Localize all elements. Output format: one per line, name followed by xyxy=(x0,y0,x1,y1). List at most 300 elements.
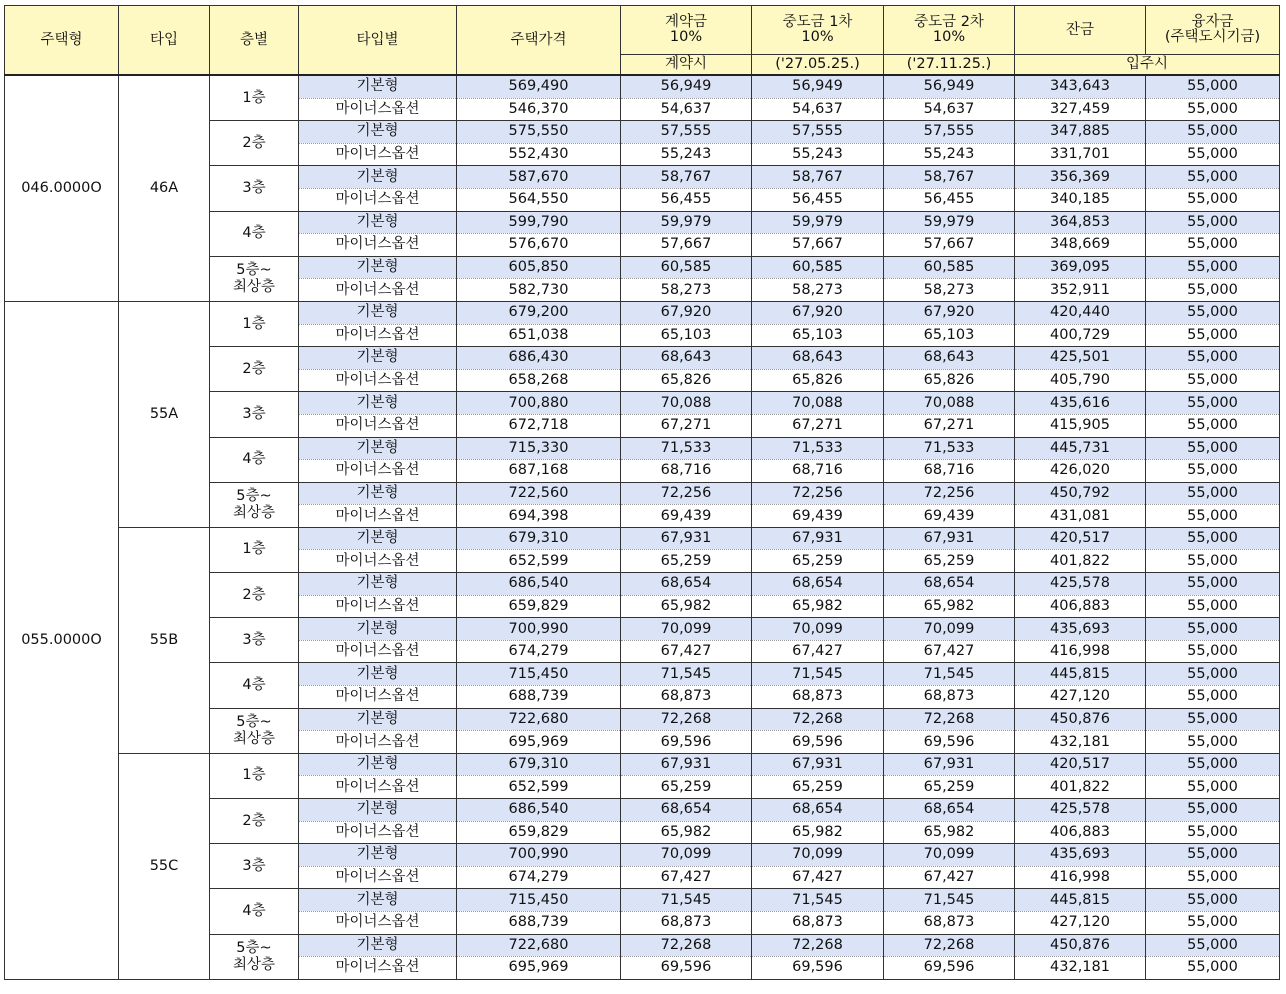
table-row xyxy=(5,753,1280,776)
price-cell: 674,279 xyxy=(457,640,621,663)
balance-cell: 340,185 xyxy=(1015,188,1146,211)
deposit-cell: 68,654 xyxy=(621,799,752,822)
header-mid2-label: 중도금 2차 xyxy=(914,14,984,30)
floor-cell: 2층 xyxy=(210,347,299,392)
mid1-cell: 57,667 xyxy=(752,234,884,257)
mid1-cell: 65,103 xyxy=(752,324,884,347)
floor-cell: 1층 xyxy=(210,753,299,798)
option-cell: 기본형 xyxy=(299,166,457,189)
mid2-cell: 70,088 xyxy=(884,392,1015,415)
deposit-cell: 59,979 xyxy=(621,211,752,234)
mid2-cell: 68,873 xyxy=(884,911,1015,934)
deposit-cell: 54,637 xyxy=(621,98,752,121)
loan-cell: 55,000 xyxy=(1146,686,1280,709)
loan-cell: 55,000 xyxy=(1146,279,1280,302)
balance-cell: 348,669 xyxy=(1015,234,1146,257)
price-cell: 700,990 xyxy=(457,844,621,867)
option-cell: 기본형 xyxy=(299,527,457,550)
mid2-cell: 56,949 xyxy=(884,75,1015,98)
mid1-cell: 65,982 xyxy=(752,595,884,618)
mid1-cell: 56,455 xyxy=(752,188,884,211)
floor-cell: 2층 xyxy=(210,573,299,618)
option-cell: 마이너스옵션 xyxy=(299,279,457,302)
price-cell: 605,850 xyxy=(457,256,621,279)
balance-cell: 431,081 xyxy=(1015,505,1146,528)
type-cell: 46A xyxy=(119,75,210,301)
balance-cell: 416,998 xyxy=(1015,640,1146,663)
option-cell: 마이너스옵션 xyxy=(299,957,457,980)
mid2-cell: 58,767 xyxy=(884,166,1015,189)
mid2-cell: 71,545 xyxy=(884,889,1015,912)
price-cell: 686,430 xyxy=(457,347,621,370)
mid2-cell: 68,716 xyxy=(884,460,1015,483)
mid1-cell: 68,643 xyxy=(752,347,884,370)
floor-cell: 4층 xyxy=(210,211,299,256)
deposit-cell: 69,596 xyxy=(621,731,752,754)
floor-cell: 3층 xyxy=(210,166,299,211)
balance-cell: 450,876 xyxy=(1015,934,1146,957)
deposit-cell: 56,949 xyxy=(621,75,752,98)
price-cell: 599,790 xyxy=(457,211,621,234)
mid2-cell: 72,268 xyxy=(884,934,1015,957)
loan-cell: 55,000 xyxy=(1146,708,1280,731)
deposit-cell: 67,931 xyxy=(621,753,752,776)
price-cell: 688,739 xyxy=(457,686,621,709)
header-housing-type: 주택형 xyxy=(5,6,119,76)
deposit-cell: 65,259 xyxy=(621,776,752,799)
mid2-cell: 65,826 xyxy=(884,369,1015,392)
header-mid2-rate: 10% xyxy=(932,29,966,45)
deposit-cell: 58,767 xyxy=(621,166,752,189)
price-cell: 715,450 xyxy=(457,663,621,686)
price-cell: 575,550 xyxy=(457,121,621,144)
header-deposit-when: 계약시 xyxy=(621,55,752,76)
deposit-cell: 70,099 xyxy=(621,844,752,867)
balance-cell: 401,822 xyxy=(1015,550,1146,573)
balance-cell: 331,701 xyxy=(1015,143,1146,166)
loan-cell: 55,000 xyxy=(1146,256,1280,279)
balance-cell: 420,440 xyxy=(1015,301,1146,324)
option-cell: 마이너스옵션 xyxy=(299,595,457,618)
loan-cell: 55,000 xyxy=(1146,866,1280,889)
loan-cell: 55,000 xyxy=(1146,618,1280,641)
option-cell: 마이너스옵션 xyxy=(299,369,457,392)
price-cell: 700,990 xyxy=(457,618,621,641)
loan-cell: 55,000 xyxy=(1146,460,1280,483)
mid2-cell: 67,920 xyxy=(884,301,1015,324)
loan-cell: 55,000 xyxy=(1146,957,1280,980)
mid1-cell: 67,271 xyxy=(752,414,884,437)
loan-cell: 55,000 xyxy=(1146,324,1280,347)
deposit-cell: 65,826 xyxy=(621,369,752,392)
deposit-cell: 72,268 xyxy=(621,708,752,731)
mid2-cell: 67,427 xyxy=(884,866,1015,889)
floor-cell: 1층 xyxy=(210,527,299,572)
deposit-cell: 68,873 xyxy=(621,686,752,709)
header-mid2 xyxy=(884,6,1015,55)
deposit-cell: 68,873 xyxy=(621,911,752,934)
loan-cell: 55,000 xyxy=(1146,934,1280,957)
option-cell: 마이너스옵션 xyxy=(299,550,457,573)
option-cell: 기본형 xyxy=(299,708,457,731)
mid1-cell: 72,268 xyxy=(752,934,884,957)
mid2-cell: 54,637 xyxy=(884,98,1015,121)
mid2-cell: 69,596 xyxy=(884,731,1015,754)
price-cell: 715,450 xyxy=(457,889,621,912)
header-deposit-label: 계약금 xyxy=(664,14,708,30)
loan-cell: 55,000 xyxy=(1146,392,1280,415)
header-loan-label: 융자금 xyxy=(1191,14,1234,30)
header-type: 타입 xyxy=(119,6,210,76)
loan-cell: 55,000 xyxy=(1146,640,1280,663)
balance-cell: 450,792 xyxy=(1015,482,1146,505)
option-cell: 기본형 xyxy=(299,121,457,144)
price-cell: 679,310 xyxy=(457,527,621,550)
balance-cell: 427,120 xyxy=(1015,686,1146,709)
header-balance: 잔금 xyxy=(1015,6,1146,55)
price-cell: 658,268 xyxy=(457,369,621,392)
balance-cell: 432,181 xyxy=(1015,731,1146,754)
option-cell: 마이너스옵션 xyxy=(299,414,457,437)
header-loan xyxy=(1146,6,1280,55)
loan-cell: 55,000 xyxy=(1146,595,1280,618)
floor-cell: 2층 xyxy=(210,121,299,166)
deposit-cell: 67,931 xyxy=(621,527,752,550)
option-cell: 마이너스옵션 xyxy=(299,143,457,166)
option-cell: 기본형 xyxy=(299,618,457,641)
mid1-cell: 68,873 xyxy=(752,911,884,934)
option-cell: 마이너스옵션 xyxy=(299,821,457,844)
balance-cell: 405,790 xyxy=(1015,369,1146,392)
option-cell: 기본형 xyxy=(299,392,457,415)
mid1-cell: 54,637 xyxy=(752,98,884,121)
price-cell: 715,330 xyxy=(457,437,621,460)
loan-cell: 55,000 xyxy=(1146,889,1280,912)
price-cell: 582,730 xyxy=(457,279,621,302)
loan-cell: 55,000 xyxy=(1146,663,1280,686)
floor-cell: 5층~ 최상층 xyxy=(210,708,299,753)
option-cell: 기본형 xyxy=(299,256,457,279)
header-price: 주택가격 xyxy=(457,6,621,76)
type-cell: 55B xyxy=(119,527,210,753)
floor-cell: 4층 xyxy=(210,663,299,708)
loan-cell: 55,000 xyxy=(1146,121,1280,144)
price-cell: 659,829 xyxy=(457,595,621,618)
balance-cell: 356,369 xyxy=(1015,166,1146,189)
loan-cell: 55,000 xyxy=(1146,75,1280,98)
deposit-cell: 56,455 xyxy=(621,188,752,211)
option-cell: 기본형 xyxy=(299,934,457,957)
deposit-cell: 65,982 xyxy=(621,821,752,844)
deposit-cell: 72,268 xyxy=(621,934,752,957)
header-loan-source: (주택도시기금) xyxy=(1164,29,1261,45)
mid2-cell: 71,533 xyxy=(884,437,1015,460)
mid1-cell: 55,243 xyxy=(752,143,884,166)
mid2-cell: 68,873 xyxy=(884,686,1015,709)
option-cell: 기본형 xyxy=(299,437,457,460)
mid1-cell: 69,596 xyxy=(752,957,884,980)
price-cell: 672,718 xyxy=(457,414,621,437)
loan-cell: 55,000 xyxy=(1146,731,1280,754)
table-row xyxy=(5,301,1280,324)
mid1-cell: 71,533 xyxy=(752,437,884,460)
mid1-cell: 70,088 xyxy=(752,392,884,415)
balance-cell: 450,876 xyxy=(1015,708,1146,731)
loan-cell: 55,000 xyxy=(1146,143,1280,166)
balance-cell: 352,911 xyxy=(1015,279,1146,302)
loan-cell: 55,000 xyxy=(1146,188,1280,211)
balance-cell: 427,120 xyxy=(1015,911,1146,934)
loan-cell: 55,000 xyxy=(1146,844,1280,867)
mid1-cell: 65,826 xyxy=(752,369,884,392)
mid1-cell: 70,099 xyxy=(752,844,884,867)
floor-cell: 1층 xyxy=(210,75,299,121)
mid1-cell: 72,256 xyxy=(752,482,884,505)
deposit-cell: 65,103 xyxy=(621,324,752,347)
deposit-cell: 68,716 xyxy=(621,460,752,483)
mid2-cell: 56,455 xyxy=(884,188,1015,211)
mid2-cell: 68,643 xyxy=(884,347,1015,370)
mid1-cell: 65,982 xyxy=(752,821,884,844)
loan-cell: 55,000 xyxy=(1146,753,1280,776)
mid2-cell: 68,654 xyxy=(884,573,1015,596)
loan-cell: 55,000 xyxy=(1146,505,1280,528)
balance-cell: 445,815 xyxy=(1015,663,1146,686)
mid1-cell: 68,654 xyxy=(752,799,884,822)
floor-cell: 5층~ 최상층 xyxy=(210,482,299,527)
mid2-cell: 55,243 xyxy=(884,143,1015,166)
mid2-cell: 59,979 xyxy=(884,211,1015,234)
price-cell: 686,540 xyxy=(457,573,621,596)
deposit-cell: 65,982 xyxy=(621,595,752,618)
header-mid1-label: 중도금 1차 xyxy=(782,14,853,30)
option-cell: 기본형 xyxy=(299,573,457,596)
mid2-cell: 65,259 xyxy=(884,550,1015,573)
mid2-cell: 57,667 xyxy=(884,234,1015,257)
option-cell: 기본형 xyxy=(299,663,457,686)
header-balance-when: 입주시 xyxy=(1015,55,1280,76)
housing-type-cell: 046.0000O xyxy=(5,75,119,301)
deposit-cell: 71,533 xyxy=(621,437,752,460)
price-cell: 652,599 xyxy=(457,776,621,799)
mid1-cell: 70,099 xyxy=(752,618,884,641)
floor-cell: 3층 xyxy=(210,618,299,663)
mid2-cell: 60,585 xyxy=(884,256,1015,279)
price-table xyxy=(4,5,1280,980)
mid1-cell: 58,273 xyxy=(752,279,884,302)
mid2-cell: 70,099 xyxy=(884,618,1015,641)
floor-cell: 5층~ 최상층 xyxy=(210,256,299,301)
balance-cell: 432,181 xyxy=(1015,957,1146,980)
option-cell: 기본형 xyxy=(299,75,457,98)
mid1-cell: 56,949 xyxy=(752,75,884,98)
housing-type-cell: 055.0000O xyxy=(5,301,119,979)
mid2-cell: 65,982 xyxy=(884,595,1015,618)
price-cell: 722,560 xyxy=(457,482,621,505)
deposit-cell: 71,545 xyxy=(621,889,752,912)
option-cell: 기본형 xyxy=(299,347,457,370)
loan-cell: 55,000 xyxy=(1146,211,1280,234)
balance-cell: 435,616 xyxy=(1015,392,1146,415)
price-cell: 674,279 xyxy=(457,866,621,889)
deposit-cell: 67,427 xyxy=(621,866,752,889)
floor-cell: 1층 xyxy=(210,301,299,346)
loan-cell: 55,000 xyxy=(1146,911,1280,934)
loan-cell: 55,000 xyxy=(1146,166,1280,189)
option-cell: 마이너스옵션 xyxy=(299,686,457,709)
price-cell: 569,490 xyxy=(457,75,621,98)
price-cell: 686,540 xyxy=(457,799,621,822)
type-cell: 55C xyxy=(119,753,210,979)
balance-cell: 369,095 xyxy=(1015,256,1146,279)
balance-cell: 416,998 xyxy=(1015,866,1146,889)
price-cell: 695,969 xyxy=(457,731,621,754)
price-cell: 576,670 xyxy=(457,234,621,257)
balance-cell: 343,643 xyxy=(1015,75,1146,98)
balance-cell: 445,731 xyxy=(1015,437,1146,460)
mid2-cell: 72,256 xyxy=(884,482,1015,505)
price-cell: 552,430 xyxy=(457,143,621,166)
deposit-cell: 65,259 xyxy=(621,550,752,573)
header-floor: 층별 xyxy=(210,6,299,76)
deposit-cell: 57,555 xyxy=(621,121,752,144)
floor-cell: 2층 xyxy=(210,799,299,844)
deposit-cell: 72,256 xyxy=(621,482,752,505)
balance-cell: 327,459 xyxy=(1015,98,1146,121)
mid1-cell: 65,259 xyxy=(752,776,884,799)
floor-cell: 3층 xyxy=(210,844,299,889)
mid2-cell: 70,099 xyxy=(884,844,1015,867)
balance-cell: 420,517 xyxy=(1015,753,1146,776)
deposit-cell: 70,099 xyxy=(621,618,752,641)
mid1-cell: 69,439 xyxy=(752,505,884,528)
option-cell: 기본형 xyxy=(299,211,457,234)
header-mid1 xyxy=(752,6,884,55)
deposit-cell: 67,920 xyxy=(621,301,752,324)
price-cell: 700,880 xyxy=(457,392,621,415)
balance-cell: 364,853 xyxy=(1015,211,1146,234)
header-mid1-rate: 10% xyxy=(801,29,834,45)
option-cell: 마이너스옵션 xyxy=(299,234,457,257)
mid1-cell: 68,873 xyxy=(752,686,884,709)
mid2-cell: 69,596 xyxy=(884,957,1015,980)
mid1-cell: 58,767 xyxy=(752,166,884,189)
mid2-cell: 65,259 xyxy=(884,776,1015,799)
mid1-cell: 68,654 xyxy=(752,573,884,596)
option-cell: 마이너스옵션 xyxy=(299,188,457,211)
mid2-cell: 67,931 xyxy=(884,527,1015,550)
balance-cell: 435,693 xyxy=(1015,618,1146,641)
mid2-cell: 69,439 xyxy=(884,505,1015,528)
balance-cell: 406,883 xyxy=(1015,595,1146,618)
price-cell: 679,200 xyxy=(457,301,621,324)
mid1-cell: 72,268 xyxy=(752,708,884,731)
table-body xyxy=(5,75,1280,979)
loan-cell: 55,000 xyxy=(1146,573,1280,596)
mid2-cell: 58,273 xyxy=(884,279,1015,302)
loan-cell: 55,000 xyxy=(1146,437,1280,460)
mid1-cell: 71,545 xyxy=(752,889,884,912)
balance-cell: 347,885 xyxy=(1015,121,1146,144)
mid2-cell: 71,545 xyxy=(884,663,1015,686)
mid1-cell: 67,931 xyxy=(752,527,884,550)
balance-cell: 415,905 xyxy=(1015,414,1146,437)
deposit-cell: 68,643 xyxy=(621,347,752,370)
header-deposit xyxy=(621,6,752,55)
loan-cell: 55,000 xyxy=(1146,369,1280,392)
balance-cell: 445,815 xyxy=(1015,889,1146,912)
header-type-option: 타입별 xyxy=(299,6,457,76)
price-cell: 659,829 xyxy=(457,821,621,844)
mid2-cell: 57,555 xyxy=(884,121,1015,144)
table-row xyxy=(5,527,1280,550)
header-mid1-when: ('27.05.25.) xyxy=(752,55,884,76)
floor-cell: 4층 xyxy=(210,889,299,934)
mid1-cell: 71,545 xyxy=(752,663,884,686)
header-deposit-rate: 10% xyxy=(669,29,703,45)
price-table-container xyxy=(4,5,1280,980)
deposit-cell: 71,545 xyxy=(621,663,752,686)
deposit-cell: 67,427 xyxy=(621,640,752,663)
loan-cell: 55,000 xyxy=(1146,347,1280,370)
mid1-cell: 68,716 xyxy=(752,460,884,483)
option-cell: 기본형 xyxy=(299,844,457,867)
mid2-cell: 67,271 xyxy=(884,414,1015,437)
floor-cell: 4층 xyxy=(210,437,299,482)
option-cell: 마이너스옵션 xyxy=(299,866,457,889)
option-cell: 기본형 xyxy=(299,301,457,324)
type-cell: 55A xyxy=(119,301,210,527)
price-cell: 722,680 xyxy=(457,708,621,731)
deposit-cell: 69,596 xyxy=(621,957,752,980)
option-cell: 기본형 xyxy=(299,799,457,822)
balance-cell: 420,517 xyxy=(1015,527,1146,550)
mid1-cell: 67,931 xyxy=(752,753,884,776)
price-cell: 688,739 xyxy=(457,911,621,934)
mid2-cell: 67,427 xyxy=(884,640,1015,663)
mid1-cell: 59,979 xyxy=(752,211,884,234)
option-cell: 마이너스옵션 xyxy=(299,505,457,528)
price-cell: 587,670 xyxy=(457,166,621,189)
loan-cell: 55,000 xyxy=(1146,821,1280,844)
price-cell: 652,599 xyxy=(457,550,621,573)
mid2-cell: 65,982 xyxy=(884,821,1015,844)
balance-cell: 425,501 xyxy=(1015,347,1146,370)
loan-cell: 55,000 xyxy=(1146,301,1280,324)
option-cell: 기본형 xyxy=(299,482,457,505)
deposit-cell: 70,088 xyxy=(621,392,752,415)
mid2-cell: 65,103 xyxy=(884,324,1015,347)
loan-cell: 55,000 xyxy=(1146,550,1280,573)
option-cell: 마이너스옵션 xyxy=(299,324,457,347)
loan-cell: 55,000 xyxy=(1146,414,1280,437)
mid2-cell: 67,931 xyxy=(884,753,1015,776)
deposit-cell: 67,271 xyxy=(621,414,752,437)
mid1-cell: 67,427 xyxy=(752,640,884,663)
balance-cell: 406,883 xyxy=(1015,821,1146,844)
option-cell: 마이너스옵션 xyxy=(299,460,457,483)
option-cell: 기본형 xyxy=(299,889,457,912)
option-cell: 마이너스옵션 xyxy=(299,731,457,754)
balance-cell: 401,822 xyxy=(1015,776,1146,799)
deposit-cell: 69,439 xyxy=(621,505,752,528)
loan-cell: 55,000 xyxy=(1146,527,1280,550)
price-cell: 687,168 xyxy=(457,460,621,483)
price-cell: 695,969 xyxy=(457,957,621,980)
loan-cell: 55,000 xyxy=(1146,799,1280,822)
table-header xyxy=(5,6,1280,76)
mid1-cell: 67,427 xyxy=(752,866,884,889)
